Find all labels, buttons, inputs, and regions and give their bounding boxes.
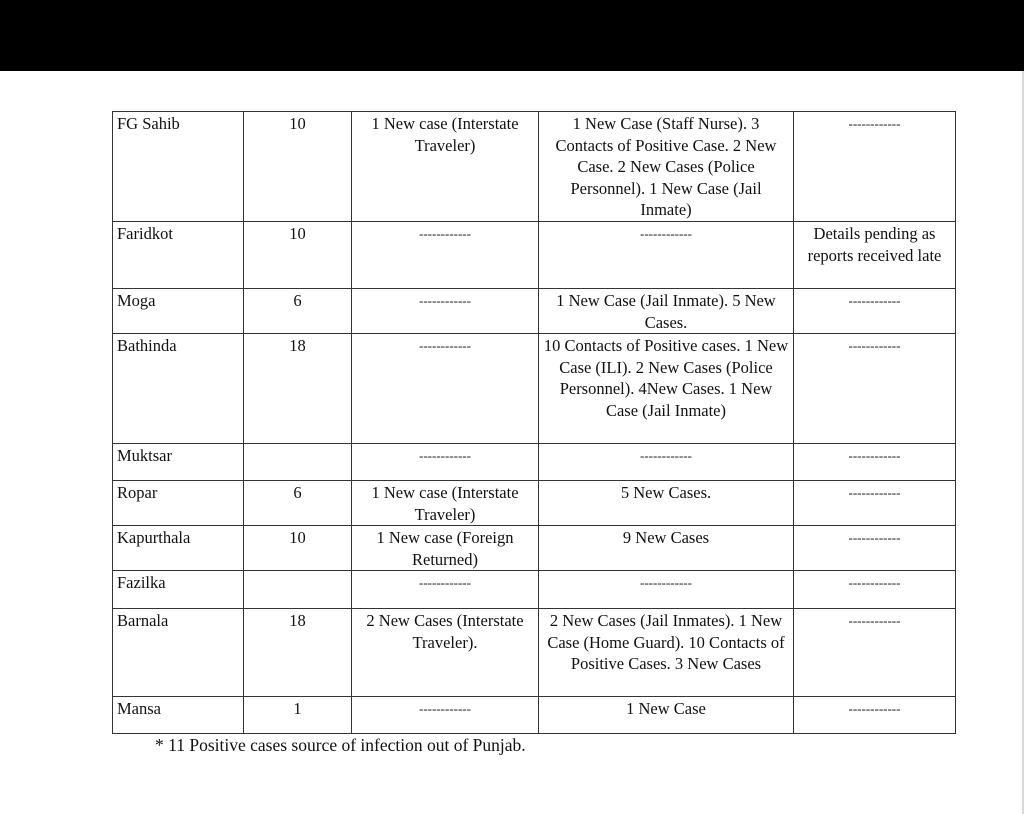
details-cell: ------------ — [352, 697, 539, 734]
district-cell: Bathinda — [113, 334, 244, 444]
footnote: * 11 Positive cases source of infection out of Punjab. — [155, 735, 526, 755]
table-row — [113, 571, 956, 609]
count-cell — [244, 571, 352, 609]
details-cell: 1 New Case (Jail Inmate). 5 New Cases. — [539, 289, 794, 334]
details-cell: 2 New Cases (Jail Inmates). 1 New Case (Home Guard). 10 Contacts of Positive Cases. 3 New Cases — [539, 609, 794, 697]
remarks-cell: ------------ — [794, 289, 956, 334]
details-cell: 1 New case (Interstate Traveler) — [352, 112, 539, 222]
details-cell: 1 New case (Foreign Returned) — [352, 526, 539, 571]
table-row — [113, 697, 956, 734]
district-cell: Muktsar — [113, 444, 244, 481]
table-row — [113, 526, 956, 571]
remarks-cell: ------------ — [794, 112, 956, 222]
details-cell: ------------ — [539, 444, 794, 481]
count-cell: 6 — [244, 481, 352, 526]
count-cell: 10 — [244, 526, 352, 571]
district-cell: Kapurthala — [113, 526, 244, 571]
count-cell — [244, 444, 352, 481]
district-cell: Mansa — [113, 697, 244, 734]
table-row — [113, 112, 956, 222]
table-row — [113, 481, 956, 526]
details-cell: 10 Contacts of Positive cases. 1 New Case (ILI). 2 New Cases (Police Personnel). 4New Cases. 1 New Case (Jail Inmate) — [539, 334, 794, 444]
details-cell: 5 New Cases. — [539, 481, 794, 526]
details-cell: 2 New Cases (Interstate Traveler). — [352, 609, 539, 697]
remarks-cell: ------------ — [794, 571, 956, 609]
count-cell: 6 — [244, 289, 352, 334]
count-cell: 18 — [244, 609, 352, 697]
district-cell: Fazilka — [113, 571, 244, 609]
count-cell: 18 — [244, 334, 352, 444]
district-cell: Ropar — [113, 481, 244, 526]
remarks-cell: ------------ — [794, 609, 956, 697]
details-cell: ------------ — [352, 444, 539, 481]
remarks-cell: ------------ — [794, 481, 956, 526]
details-cell: ------------ — [539, 222, 794, 289]
table-row — [113, 444, 956, 481]
table-row — [113, 222, 956, 289]
district-cell: FG Sahib — [113, 112, 244, 222]
details-cell: ------------ — [352, 334, 539, 444]
district-cell: Barnala — [113, 609, 244, 697]
table-row — [113, 289, 956, 334]
details-cell: 1 New Case — [539, 697, 794, 734]
remarks-cell: Details pending as reports received late — [794, 222, 956, 289]
details-cell: ------------ — [352, 222, 539, 289]
details-cell: ------------ — [539, 571, 794, 609]
remarks-cell: ------------ — [794, 334, 956, 444]
details-cell: 1 New Case (Staff Nurse). 3 Contacts of Positive Case. 2 New Case. 2 New Cases (Police Personnel). 1 New Case (Jail Inmate) — [539, 112, 794, 222]
district-cell: Faridkot — [113, 222, 244, 289]
district-cases-table — [112, 111, 956, 734]
top-black-bar — [0, 0, 1024, 71]
details-cell: ------------ — [352, 289, 539, 334]
count-cell: 10 — [244, 112, 352, 222]
table-row — [113, 334, 956, 444]
details-cell: 1 New case (Interstate Traveler) — [352, 481, 539, 526]
remarks-cell: ------------ — [794, 697, 956, 734]
count-cell: 10 — [244, 222, 352, 289]
details-cell: 9 New Cases — [539, 526, 794, 571]
remarks-cell: ------------ — [794, 444, 956, 481]
remarks-cell: ------------ — [794, 526, 956, 571]
table-row — [113, 609, 956, 697]
district-cell: Moga — [113, 289, 244, 334]
details-cell: ------------ — [352, 571, 539, 609]
count-cell: 1 — [244, 697, 352, 734]
